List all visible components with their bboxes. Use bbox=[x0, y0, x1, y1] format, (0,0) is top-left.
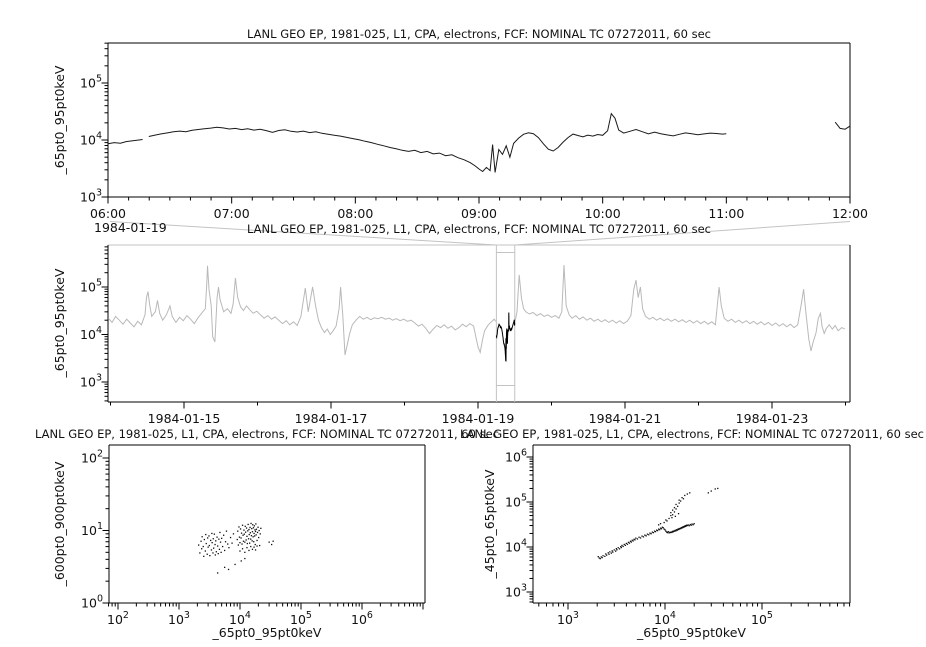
data-point bbox=[252, 531, 253, 532]
data-point bbox=[209, 545, 210, 546]
data-point bbox=[269, 542, 270, 543]
data-point bbox=[679, 500, 680, 501]
data-point bbox=[255, 531, 256, 532]
data-point bbox=[208, 547, 209, 548]
data-point bbox=[226, 531, 227, 532]
x-tick-label: 08:00 bbox=[337, 206, 374, 221]
data-point bbox=[666, 520, 667, 521]
data-point bbox=[612, 550, 613, 551]
data-point bbox=[634, 539, 635, 540]
data-point bbox=[647, 534, 648, 535]
data-point bbox=[240, 528, 241, 529]
data-point bbox=[271, 544, 272, 545]
x-tick-label: 1984-01-15 bbox=[147, 411, 221, 426]
data-point bbox=[625, 545, 626, 546]
data-point bbox=[681, 497, 682, 498]
top-y-axis-label: _65pt0_95pt0keV bbox=[52, 65, 67, 175]
data-point bbox=[228, 547, 229, 548]
data-point bbox=[244, 558, 245, 559]
scatter-points bbox=[198, 523, 274, 574]
data-point bbox=[253, 527, 254, 528]
data-point bbox=[255, 549, 256, 550]
scatter-right-x-axis-label: _65pt0_95pt0keV bbox=[637, 625, 746, 640]
data-point bbox=[663, 527, 664, 528]
data-point bbox=[668, 518, 669, 519]
data-point bbox=[217, 572, 218, 573]
data-point bbox=[214, 534, 215, 535]
data-point bbox=[254, 525, 255, 526]
data-point bbox=[249, 534, 250, 535]
y-tick-label: $10^3$ bbox=[505, 582, 527, 600]
context-overview-panel[interactable] bbox=[80, 222, 850, 427]
x-tick-label: 06:00 bbox=[89, 206, 127, 221]
data-point bbox=[251, 528, 252, 529]
data-point bbox=[215, 554, 216, 555]
data-point bbox=[672, 510, 673, 511]
data-point bbox=[241, 543, 242, 544]
data-point bbox=[203, 546, 204, 547]
x-tick-label: $10^5$ bbox=[751, 610, 773, 627]
data-point bbox=[248, 538, 249, 539]
data-point bbox=[225, 541, 226, 542]
scatter-left-panel[interactable] bbox=[81, 445, 425, 627]
data-curve bbox=[108, 140, 143, 144]
data-point bbox=[224, 550, 225, 551]
data-curve bbox=[515, 265, 845, 351]
data-point bbox=[661, 528, 662, 529]
data-point bbox=[256, 540, 257, 541]
data-point bbox=[664, 529, 665, 530]
x-tick-label: 07:00 bbox=[213, 206, 250, 221]
data-point bbox=[231, 543, 232, 544]
x-tick-label: $10^4$ bbox=[654, 610, 676, 627]
scatter-points bbox=[598, 488, 719, 560]
data-point bbox=[715, 488, 716, 489]
data-point bbox=[242, 535, 243, 536]
data-point bbox=[239, 542, 240, 543]
data-point bbox=[691, 525, 692, 526]
data-point bbox=[260, 528, 261, 529]
overview-panel-title: LANL GEO EP, 1981-025, L1, CPA, electrons, FCF: NOMINAL TC 07272011, 60 sec bbox=[247, 222, 711, 236]
top-timeseries-panel[interactable] bbox=[80, 43, 868, 221]
data-point bbox=[237, 539, 238, 540]
data-point bbox=[209, 555, 210, 556]
top-panel-date-label: 1984-01-19 bbox=[94, 220, 167, 235]
data-point bbox=[672, 514, 673, 515]
x-tick-label: $10^6$ bbox=[351, 610, 373, 627]
scatter-right-y-axis-label: _45pt0_65pt0keV bbox=[482, 469, 497, 579]
data-point bbox=[253, 547, 254, 548]
selection-box[interactable] bbox=[496, 245, 514, 402]
data-point bbox=[241, 533, 242, 534]
data-point bbox=[208, 535, 209, 536]
data-point bbox=[254, 535, 255, 536]
data-point bbox=[614, 549, 615, 550]
data-point bbox=[242, 525, 243, 526]
data-point bbox=[253, 536, 254, 537]
data-point bbox=[670, 512, 671, 513]
data-point bbox=[633, 540, 634, 541]
data-point bbox=[273, 541, 274, 542]
plot-area[interactable] bbox=[109, 445, 425, 603]
data-point bbox=[198, 544, 199, 545]
scatter-left-title: LANL GEO EP, 1981-025, L1, CPA, electrons, FCF: NOMINAL TC 07272011, 60 sec bbox=[35, 427, 499, 441]
data-point bbox=[227, 543, 228, 544]
data-point bbox=[640, 537, 641, 538]
data-point bbox=[249, 527, 250, 528]
data-point bbox=[679, 502, 680, 503]
data-point bbox=[248, 550, 249, 551]
data-point bbox=[608, 552, 609, 553]
data-point bbox=[207, 554, 208, 555]
data-point bbox=[244, 552, 245, 553]
data-point bbox=[207, 537, 208, 538]
data-point bbox=[602, 555, 603, 556]
data-point bbox=[230, 537, 231, 538]
data-point bbox=[611, 553, 612, 554]
data-point bbox=[251, 535, 252, 536]
data-point bbox=[220, 542, 221, 543]
data-point bbox=[635, 538, 636, 539]
data-point bbox=[216, 551, 217, 552]
data-point bbox=[256, 545, 257, 546]
data-point bbox=[609, 551, 610, 552]
overview-y-axis-label: _65pt0_95pt0keV bbox=[52, 268, 67, 378]
data-point bbox=[674, 507, 675, 508]
top-panel-title: LANL GEO EP, 1981-025, L1, CPA, electrons, FCF: NOMINAL TC 07272011, 60 sec bbox=[247, 27, 711, 41]
data-point bbox=[247, 530, 248, 531]
data-point bbox=[616, 549, 617, 550]
data-point bbox=[621, 545, 622, 546]
data-point bbox=[200, 541, 201, 542]
data-point bbox=[683, 498, 684, 499]
data-point bbox=[245, 526, 246, 527]
data-point bbox=[653, 532, 654, 533]
data-point bbox=[246, 527, 247, 528]
data-point bbox=[717, 488, 718, 489]
data-point bbox=[711, 490, 712, 491]
data-point bbox=[708, 492, 709, 493]
data-point bbox=[256, 529, 257, 530]
data-point bbox=[215, 540, 216, 541]
x-tick-label: $10^2$ bbox=[107, 610, 129, 627]
data-point bbox=[212, 542, 213, 543]
y-tick-label: $10^3$ bbox=[80, 187, 102, 205]
data-point bbox=[658, 524, 659, 525]
data-point bbox=[250, 539, 251, 540]
data-curve bbox=[149, 114, 727, 173]
data-point bbox=[212, 552, 213, 553]
data-point bbox=[201, 548, 202, 549]
y-tick-label: $10^4$ bbox=[505, 537, 527, 555]
x-tick-label: 1984-01-23 bbox=[735, 411, 809, 426]
data-point bbox=[224, 567, 225, 568]
data-point bbox=[684, 495, 685, 496]
y-tick-label: $10^3$ bbox=[80, 372, 102, 390]
data-point bbox=[223, 535, 224, 536]
data-point bbox=[238, 526, 239, 527]
data-point bbox=[637, 538, 638, 539]
data-point bbox=[222, 546, 223, 547]
y-tick-label: $10^5$ bbox=[80, 277, 102, 295]
x-tick-label: 11:00 bbox=[708, 206, 745, 221]
data-point bbox=[206, 543, 207, 544]
data-point bbox=[242, 548, 243, 549]
data-point bbox=[250, 523, 251, 524]
data-point bbox=[244, 534, 245, 535]
plot-area[interactable] bbox=[108, 43, 850, 197]
data-point bbox=[608, 554, 609, 555]
data-point bbox=[677, 506, 678, 507]
data-point bbox=[674, 511, 675, 512]
data-point bbox=[213, 538, 214, 539]
data-point bbox=[247, 543, 248, 544]
data-point bbox=[649, 533, 650, 534]
data-point bbox=[216, 537, 217, 538]
data-point bbox=[243, 530, 244, 531]
data-point bbox=[651, 533, 652, 534]
data-point bbox=[246, 539, 247, 540]
data-point bbox=[689, 492, 690, 493]
data-point bbox=[623, 546, 624, 547]
data-point bbox=[680, 500, 681, 501]
data-point bbox=[255, 544, 256, 545]
data-point bbox=[203, 556, 204, 557]
data-point bbox=[239, 550, 240, 551]
plot-area[interactable] bbox=[108, 245, 850, 402]
data-point bbox=[648, 534, 649, 535]
data-point bbox=[202, 536, 203, 537]
data-point bbox=[668, 531, 669, 532]
data-point bbox=[239, 537, 240, 538]
data-curve bbox=[835, 122, 850, 129]
data-point bbox=[629, 543, 630, 544]
data-point bbox=[252, 524, 253, 525]
data-point bbox=[602, 557, 603, 558]
data-point bbox=[233, 533, 234, 534]
x-tick-label: 1984-01-21 bbox=[588, 411, 662, 426]
data-point bbox=[671, 517, 672, 518]
data-point bbox=[660, 523, 661, 524]
data-point bbox=[259, 545, 260, 546]
data-point bbox=[257, 532, 258, 533]
data-point bbox=[240, 537, 241, 538]
data-point bbox=[675, 504, 676, 505]
data-point bbox=[260, 533, 261, 534]
data-point bbox=[643, 536, 644, 537]
data-point bbox=[248, 529, 249, 530]
data-point bbox=[219, 532, 220, 533]
data-point bbox=[250, 532, 251, 533]
y-tick-label: $10^4$ bbox=[80, 130, 102, 148]
y-tick-label: $10^2$ bbox=[81, 448, 103, 466]
data-point bbox=[245, 532, 246, 533]
data-point bbox=[606, 555, 607, 556]
data-point bbox=[241, 560, 242, 561]
data-curve bbox=[108, 266, 495, 355]
data-point bbox=[211, 533, 212, 534]
data-point bbox=[618, 547, 619, 548]
scatter-right-panel[interactable] bbox=[505, 445, 850, 627]
scatter-left-y-axis-label: _600pt0_900pt0keV bbox=[52, 461, 67, 587]
data-point bbox=[655, 531, 656, 532]
y-tick-label: $10^5$ bbox=[505, 492, 527, 510]
data-point bbox=[644, 535, 645, 536]
data-point bbox=[646, 535, 647, 536]
data-point bbox=[694, 523, 695, 524]
data-point bbox=[218, 553, 219, 554]
x-tick-label: $10^5$ bbox=[290, 610, 312, 627]
data-point bbox=[210, 540, 211, 541]
x-tick-label: 09:00 bbox=[460, 206, 498, 221]
data-point bbox=[638, 537, 639, 538]
data-point bbox=[205, 534, 206, 535]
data-point bbox=[213, 548, 214, 549]
data-point bbox=[612, 552, 613, 553]
data-point bbox=[254, 529, 255, 530]
data-point bbox=[253, 541, 254, 542]
data-point bbox=[605, 553, 606, 554]
data-point bbox=[259, 530, 260, 531]
data-point bbox=[659, 529, 660, 530]
x-tick-label: 12:00 bbox=[831, 206, 869, 221]
data-point bbox=[199, 552, 200, 553]
data-point bbox=[631, 541, 632, 542]
data-point bbox=[234, 564, 235, 565]
data-point bbox=[214, 544, 215, 545]
data-point bbox=[248, 524, 249, 525]
data-point bbox=[255, 523, 256, 524]
data-point bbox=[243, 541, 244, 542]
data-point bbox=[641, 536, 642, 537]
scatter-left-x-axis-label: _65pt0_95pt0keV bbox=[212, 625, 322, 640]
data-point bbox=[615, 551, 616, 552]
data-point bbox=[221, 538, 222, 539]
data-point bbox=[621, 547, 622, 548]
data-point bbox=[598, 556, 599, 557]
data-curve bbox=[496, 313, 514, 362]
y-tick-label: $10^5$ bbox=[80, 73, 102, 91]
data-point bbox=[600, 558, 601, 559]
data-point bbox=[218, 539, 219, 540]
scatter-right-title: LANL GEO EP, 1981-025, L1, CPA, electrons, FCF: NOMINAL TC 07272011, 60 sec bbox=[460, 427, 924, 441]
data-point bbox=[204, 539, 205, 540]
x-tick-label: $10^3$ bbox=[557, 610, 579, 627]
data-point bbox=[252, 549, 253, 550]
data-point bbox=[211, 549, 212, 550]
data-point bbox=[253, 533, 254, 534]
y-tick-label: $10^0$ bbox=[81, 593, 103, 611]
data-point bbox=[664, 522, 665, 523]
data-point bbox=[604, 556, 605, 557]
y-tick-label: $10^4$ bbox=[80, 325, 102, 342]
data-point bbox=[244, 542, 245, 543]
x-tick-label: 1984-01-19 bbox=[441, 411, 515, 426]
x-tick-label: 10:00 bbox=[584, 206, 621, 221]
data-point bbox=[675, 508, 676, 509]
data-point bbox=[246, 536, 247, 537]
data-point bbox=[619, 548, 620, 549]
x-tick-label: 1984-01-17 bbox=[294, 411, 368, 426]
data-point bbox=[252, 540, 253, 541]
data-point bbox=[687, 493, 688, 494]
data-point bbox=[257, 527, 258, 528]
data-point bbox=[665, 519, 666, 520]
x-tick-label: $10^3$ bbox=[168, 610, 190, 627]
data-point bbox=[249, 543, 250, 544]
data-point bbox=[256, 534, 257, 535]
x-tick-label: $10^4$ bbox=[229, 610, 251, 627]
data-point bbox=[219, 549, 220, 550]
data-point bbox=[205, 550, 206, 551]
data-point bbox=[246, 547, 247, 548]
data-point bbox=[678, 513, 679, 514]
y-tick-label: $10^1$ bbox=[81, 521, 103, 538]
data-point bbox=[250, 546, 251, 547]
data-point bbox=[657, 530, 658, 531]
data-point bbox=[689, 525, 690, 526]
data-point bbox=[217, 545, 218, 546]
data-point bbox=[238, 544, 239, 545]
data-point bbox=[670, 515, 671, 516]
y-tick-label: $10^6$ bbox=[505, 447, 527, 465]
data-point bbox=[237, 531, 238, 532]
data-point bbox=[228, 569, 229, 570]
data-point bbox=[221, 552, 222, 553]
data-point bbox=[675, 516, 676, 517]
data-point bbox=[627, 544, 628, 545]
data-point bbox=[258, 537, 259, 538]
